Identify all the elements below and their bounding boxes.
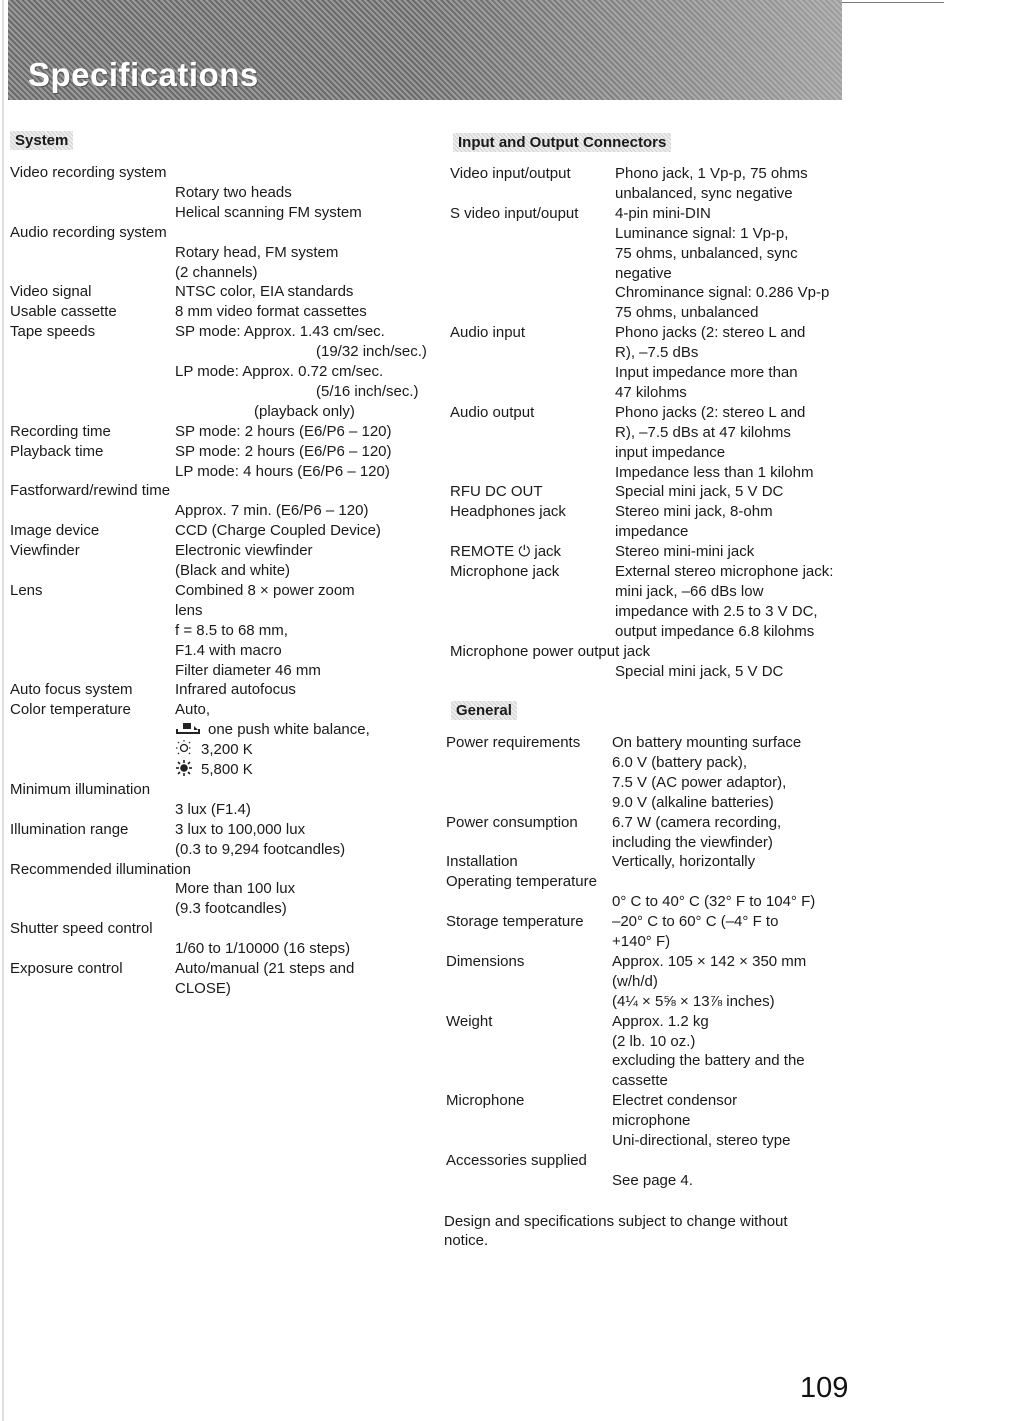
footer-note: Design and specifications subject to change without notice.: [444, 1213, 788, 1249]
spec-value: 3 lux (F1.4): [175, 800, 251, 818]
spec-value: Auto,: [175, 701, 211, 719]
spec-value: 6.0 V (battery pack),: [612, 753, 748, 771]
spec-label: Dimensions: [446, 952, 525, 970]
spec-value-with-icon: [175, 720, 370, 739]
spec-value: including the viewfinder): [612, 833, 773, 851]
section-heading: General: [451, 701, 517, 720]
spec-value: Input impedance more than: [615, 364, 798, 381]
spec-value: More than 100 lux: [175, 880, 296, 898]
spec-value: f = 8.5 to 68 mm,: [175, 621, 288, 639]
page-title: Specifications: [28, 56, 259, 93]
spec-value: On battery mounting surface: [612, 734, 802, 751]
spec-value: microphone: [612, 1112, 691, 1130]
spec-value: 1/60 to 1/10000 (16 steps): [175, 940, 351, 958]
spec-value: Electronic viewfinder: [175, 542, 313, 560]
spec-value: 4-pin mini-DIN: [615, 204, 711, 222]
spec-label: RFU DC OUT: [450, 483, 543, 501]
spec-value: Stereo mini jack, 8-ohm: [615, 503, 773, 521]
spec-label: Video input/output: [450, 165, 571, 182]
spec-value: R), –7.5 dBs: [615, 344, 699, 362]
spec-value: cassette: [612, 1072, 668, 1090]
spec-value: –20° C to 60° C (–4° F to: [612, 913, 779, 931]
spec-label: Recording time: [10, 422, 111, 440]
spec-value: 75 ohms, unbalanced: [615, 304, 759, 322]
spec-label: Fastforward/rewind time: [10, 482, 171, 500]
spec-label: Exposure control: [10, 960, 123, 977]
spec-value: lens: [175, 601, 203, 619]
spec-value: 7.5 V (AC power adaptor),: [612, 773, 787, 791]
section-heading: Input and Output Connectors: [453, 133, 671, 152]
spec-value: Rotary two heads: [175, 183, 292, 201]
spec-value: Phono jacks (2: stereo L and: [615, 324, 806, 342]
spec-value: (9.3 footcandles): [175, 900, 287, 918]
spec-value: (5/16 inch/sec.): [316, 382, 419, 400]
spec-value: Impedance less than 1 kilohm: [615, 463, 814, 481]
spec-value: 3 lux to 100,000 lux: [175, 820, 306, 838]
spec-value: impedance with 2.5 to 3 V DC,: [615, 602, 818, 620]
spec-value: External stereo microphone jack:: [615, 563, 834, 580]
page-edge: [2, 0, 4, 1421]
spec-label: Storage temperature: [446, 913, 584, 931]
push-icon: [175, 721, 208, 738]
spec-value: Special mini jack, 5 V DC: [615, 483, 784, 501]
spec-label: Audio input: [450, 324, 526, 342]
spec-label: Recommended illumination: [10, 860, 191, 878]
spec-label: Video signal: [10, 283, 92, 301]
spec-label: Microphone: [446, 1092, 525, 1110]
spec-value: 3,200 K: [201, 741, 253, 759]
spec-label: Headphones jack: [450, 503, 566, 521]
spec-value: See page 4.: [612, 1171, 693, 1189]
spec-value: (w/h/d): [612, 972, 658, 990]
spec-label: Playback time: [10, 442, 104, 460]
spec-value: (4¼ × 5⅝ × 13⅞ inches): [612, 992, 775, 1010]
spec-value: NTSC color, EIA standards: [175, 283, 354, 301]
spec-value: input impedance: [615, 443, 726, 461]
spec-value: Chrominance signal: 0.286 Vp-p: [615, 284, 830, 302]
spec-label: Usable cassette: [10, 303, 117, 321]
spec-label: Lens: [10, 581, 43, 599]
spec-value: (19/32 inch/sec.): [316, 343, 427, 361]
spec-value-with-icon: [175, 760, 253, 779]
spec-value: excluding the battery and the: [612, 1052, 805, 1070]
spec-value: negative: [615, 264, 672, 282]
header-banner: [8, 0, 842, 100]
spec-label: Operating temperature: [446, 873, 597, 891]
spec-value: Uni-directional, stereo type: [612, 1132, 791, 1149]
spec-value: 5,800 K: [201, 761, 253, 778]
spec-value: impedance: [615, 523, 689, 541]
spec-value: Rotary head, FM system: [175, 243, 339, 261]
spec-value: Combined 8 × power zoom: [175, 581, 355, 599]
indoor-icon: [175, 741, 201, 758]
spec-label: Auto focus system: [10, 681, 133, 699]
spec-label: Audio output: [450, 403, 535, 421]
spec-label: Illumination range: [10, 820, 129, 838]
spec-value: (playback only): [254, 402, 355, 420]
spec-label: S video input/ouput: [450, 204, 579, 222]
spec-value: mini jack, –66 dBs low: [615, 582, 764, 600]
header-rule: [842, 2, 944, 3]
spec-value: Approx. 7 min. (E6/P6 – 120): [175, 502, 369, 520]
spec-value: output impedance 6.8 kilohms: [615, 622, 815, 640]
spec-value: 8 mm video format cassettes: [175, 303, 367, 321]
spec-value-with-icon: [175, 740, 253, 759]
spec-label: Tape speeds: [10, 323, 96, 341]
spec-value: Luminance signal: 1 Vp-p,: [615, 224, 789, 242]
spec-value: +140° F): [612, 933, 671, 950]
spec-value: SP mode: 2 hours (E6/P6 – 120): [175, 442, 392, 460]
spec-value: 9.0 V (alkaline batteries): [612, 793, 774, 811]
spec-value: (0.3 to 9,294 footcandles): [175, 840, 346, 858]
spec-value: Phono jacks (2: stereo L and: [615, 403, 806, 421]
spec-value: CCD (Charge Coupled Device): [175, 522, 381, 540]
spec-value: R), –7.5 dBs at 47 kilohms: [615, 423, 791, 441]
spec-value: LP mode: 4 hours (E6/P6 – 120): [175, 462, 390, 480]
spec-value: (2 channels): [175, 263, 258, 281]
spec-value: Infrared autofocus: [175, 681, 296, 699]
spec-value: 47 kilohms: [615, 383, 687, 401]
spec-value: Auto/manual (21 steps and: [175, 960, 355, 977]
outdoor-icon: [175, 761, 201, 778]
spec-label: Microphone jack: [450, 563, 560, 580]
spec-label: Accessories supplied: [446, 1151, 587, 1169]
spec-label: Audio recording system: [10, 223, 167, 241]
section-heading: System: [10, 131, 73, 150]
spec-value: F1.4 with macro: [175, 641, 282, 659]
spec-label: Installation: [446, 853, 518, 871]
spec-value: 6.7 W (camera recording,: [612, 813, 782, 831]
spec-value: Filter diameter 46 mm: [175, 661, 321, 679]
spec-label: Video recording system: [10, 164, 167, 181]
spec-value: Phono jack, 1 Vp-p, 75 ohms: [615, 165, 808, 182]
spec-value: CLOSE): [175, 979, 231, 997]
spec-label: Microphone power output jack: [450, 642, 651, 660]
spec-label: REMOTE ⏻ jack: [450, 543, 562, 561]
spec-value: Electret condensor: [612, 1092, 738, 1110]
spec-label: Power requirements: [446, 734, 581, 751]
spec-label: Viewfinder: [10, 542, 80, 560]
spec-value: LP mode: Approx. 0.72 cm/sec.: [175, 363, 384, 380]
page-number: 109: [800, 1372, 849, 1404]
spec-value: Vertically, horizontally: [612, 853, 756, 871]
spec-value: SP mode: Approx. 1.43 cm/sec.: [175, 323, 385, 341]
spec-value: Approx. 1.2 kg: [612, 1012, 709, 1030]
spec-label: Shutter speed control: [10, 920, 153, 938]
spec-value: Approx. 105 × 142 × 350 mm: [612, 952, 807, 970]
spec-value: Helical scanning FM system: [175, 203, 362, 221]
spec-label: Color temperature: [10, 701, 131, 719]
spec-value: one push white balance,: [208, 721, 370, 739]
spec-value: 75 ohms, unbalanced, sync: [615, 244, 798, 262]
spec-value: SP mode: 2 hours (E6/P6 – 120): [175, 422, 392, 440]
spec-label: Minimum illumination: [10, 780, 151, 798]
spec-value: (2 lb. 10 oz.): [612, 1032, 696, 1050]
spec-value: Special mini jack, 5 V DC: [615, 662, 784, 680]
spec-value: (Black and white): [175, 562, 291, 579]
spec-label: Power consumption: [446, 813, 578, 831]
spec-value: 0° C to 40° C (32° F to 104° F): [612, 893, 816, 911]
spec-label: Weight: [446, 1012, 493, 1030]
spec-value: Stereo mini-mini jack: [615, 543, 755, 561]
spec-label: Image device: [10, 522, 100, 540]
spec-value: unbalanced, sync negative: [615, 184, 793, 202]
